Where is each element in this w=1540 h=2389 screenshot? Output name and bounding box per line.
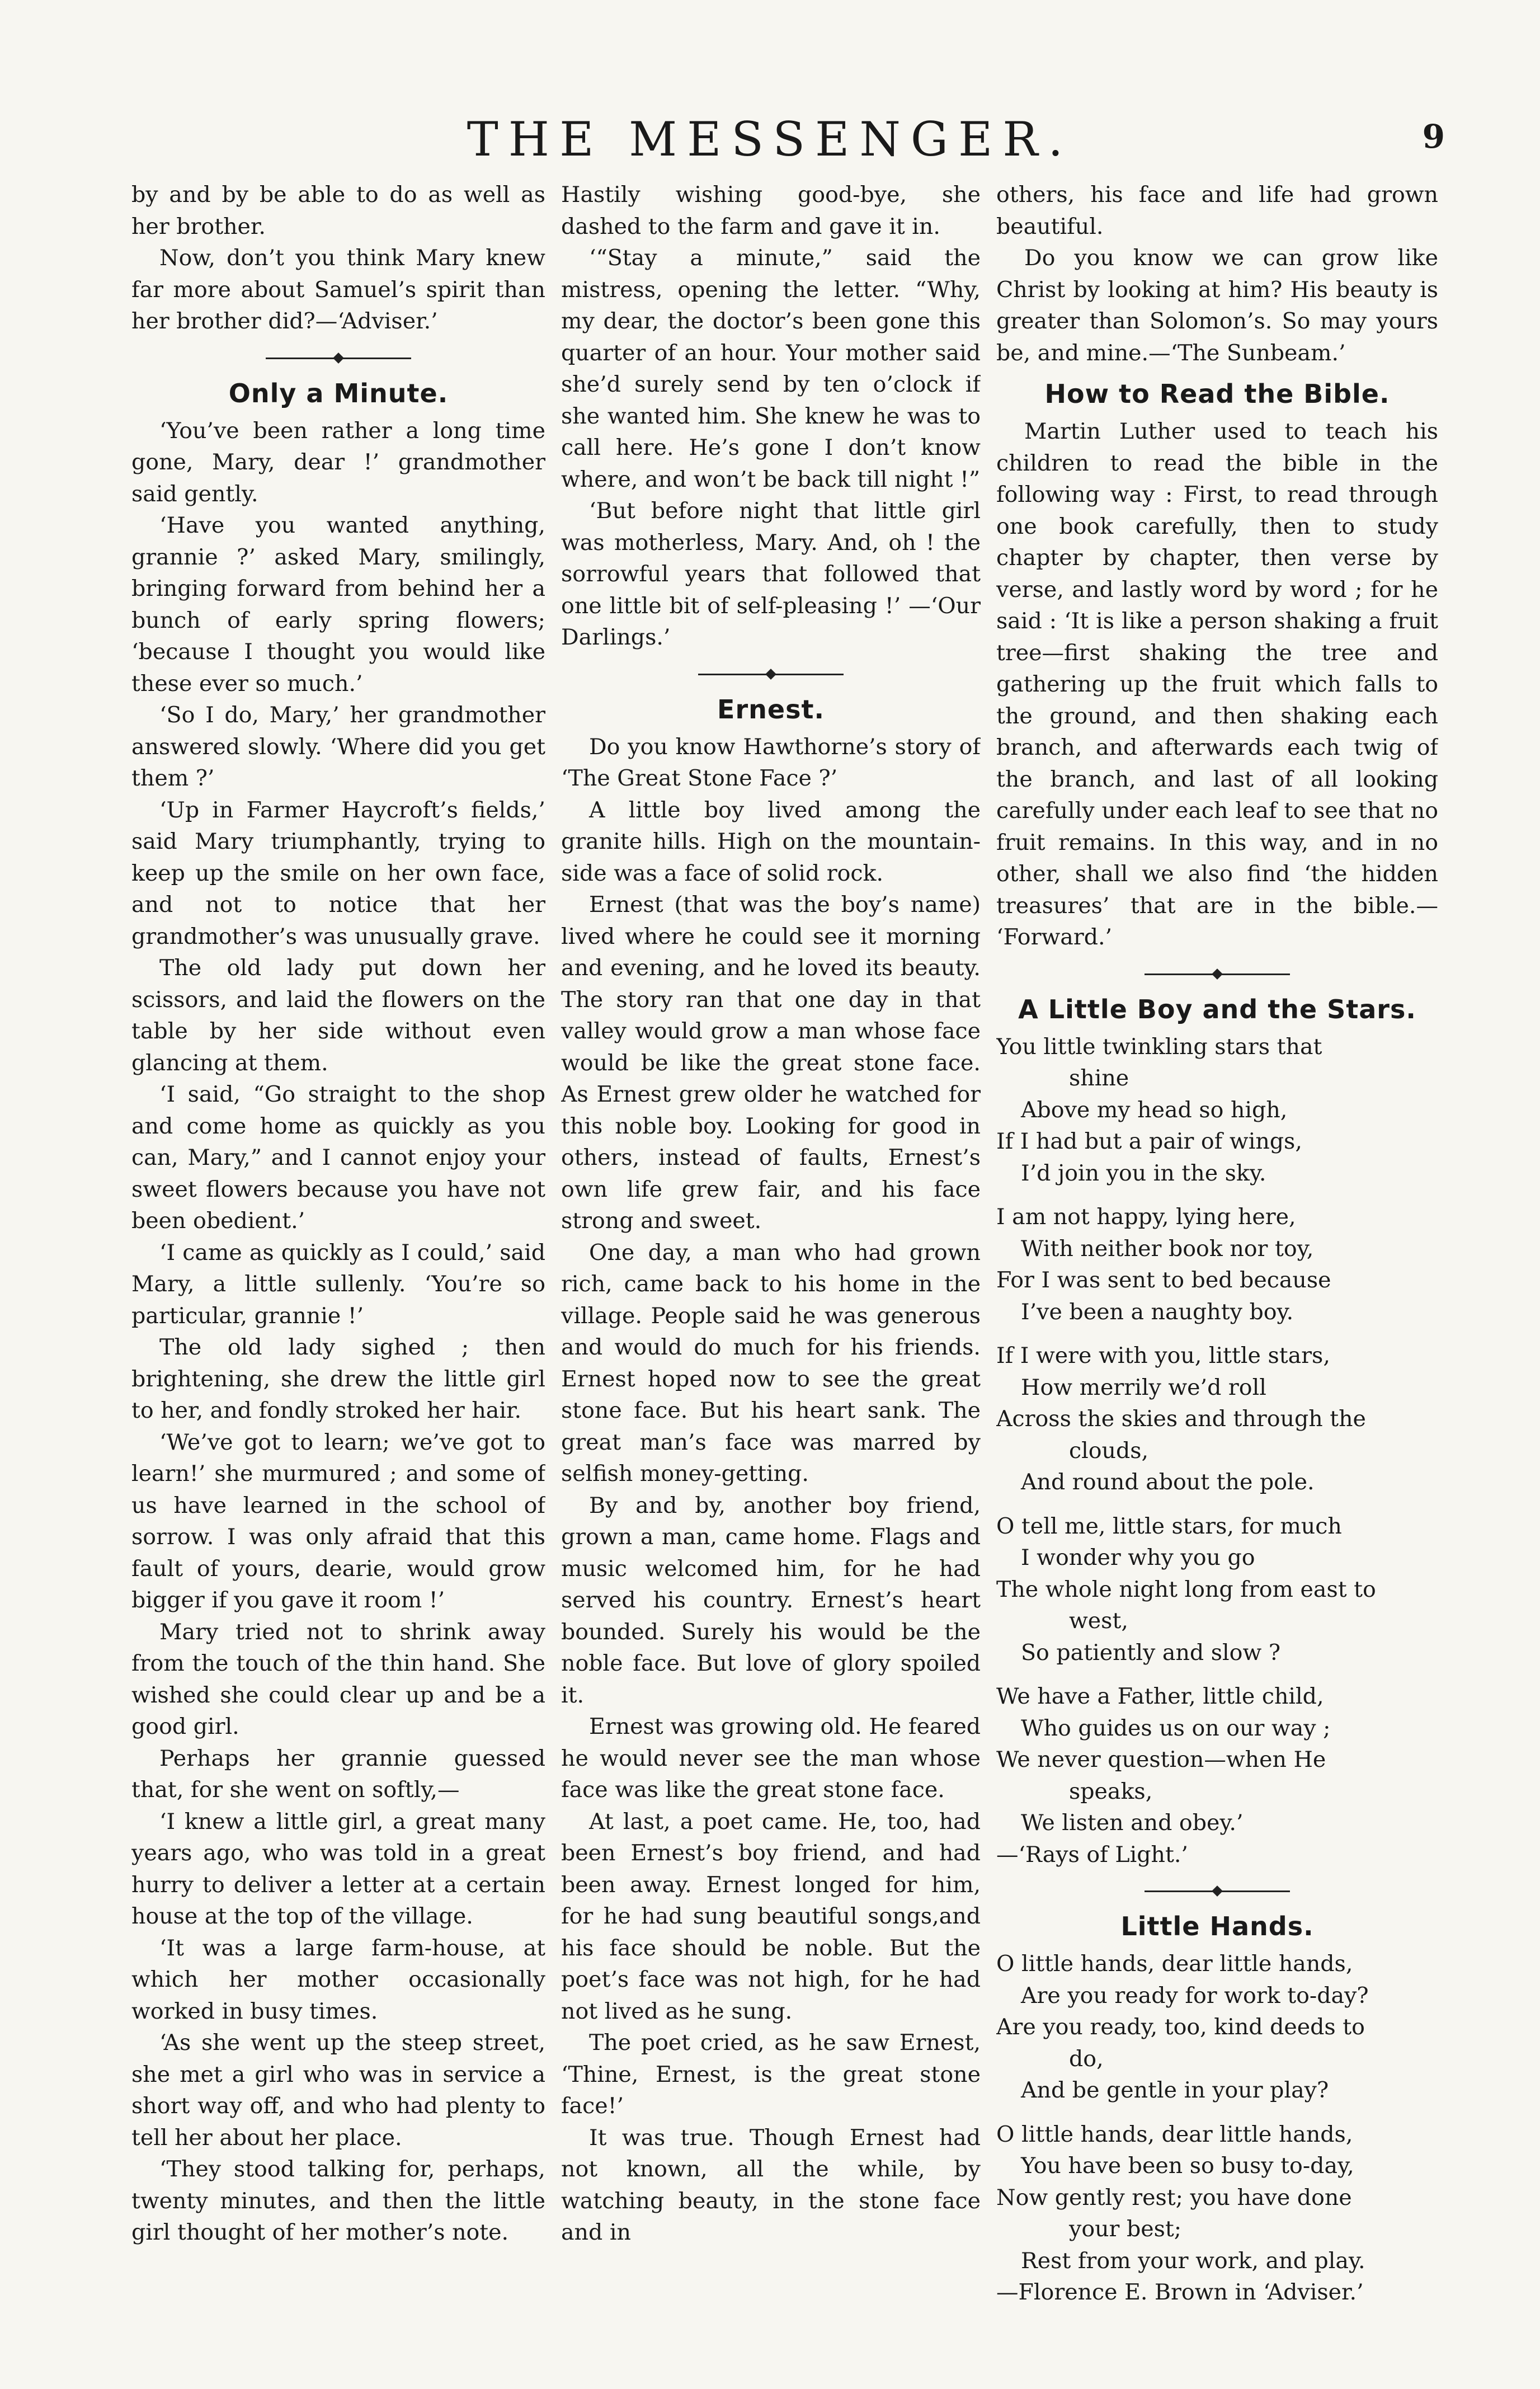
poem-line: If I had but a pair of wings, [996,1128,1302,1154]
poem-line: Are you ready for work to-day? [1021,1982,1369,2009]
heading-only-a-minute: Only a Minute. [228,378,449,408]
poem-line: We never question—when He [996,1747,1326,1772]
paragraph: ‘It was a large farm-house, at which her mother occasionally worked in busy times. [131,1935,545,2024]
paragraph: The poet cried, as he saw Ernest, ‘Thine, Ernest, is the great stone face!’ [561,2030,981,2119]
poem-line: So patiently and slow ? [1021,1639,1280,1666]
poem-line: The whole night long from east to [996,1576,1376,1602]
paragraph: A little boy lived among the granite hills. High on the mountain-side was a face of solid rock. [561,797,981,886]
poem-credit: —‘Rays of Light.’ [996,1841,1188,1868]
masthead [0,112,1540,173]
poem-line: shine [1069,1065,1129,1091]
poem-line: Rest from your work, and play. [1021,2247,1365,2274]
heading-little-hands: Little Hands. [1120,1911,1314,1941]
paragraph: By and by, another boy friend, grown a man, came home. Flags and music welcomed him, for he had served his country. Ernest’s heart bounded. Surely his would be the noble face. But love of glory spoiled it. [561,1492,981,1708]
paragraph: ‘“Stay a minute,” said the mistress, opening the letter. “Why, my dear, the doctor’s been gone this quarter of an hour. Your mother said she’d surely send by ten o’clock if she wanted him. She knew he was to call here. He’s gone I don’t know where, and won’t be back till night !” [561,245,981,492]
paragraph: by and by be able to do as well as her brother. [131,182,545,239]
poem-line: Now gently rest; you have done [996,2184,1352,2211]
publication-title: THE MESSENGER. [467,112,1073,167]
column-2 [561,179,981,2350]
poem-line: Are you ready, too, kind deeds to [996,2014,1365,2040]
poem-line: We listen and obey.’ [1021,1810,1244,1836]
paragraph: At last, a poet came. He, too, had been Ernest’s boy friend, and had been away. Ernest longed for him, for he had sung beautiful songs,and his face should be noble. But the poet’s face was not high, for he had not lived as he sung. [561,1808,981,2024]
poem-line: If I were with you, little stars, [996,1343,1330,1368]
paragraph: The old lady put down her scissors, and laid the flowers on the table by her side without even glancing at them. [131,955,545,1076]
heading-little-boy-and-stars: A Little Boy and the Stars. [1018,994,1416,1024]
poem-line: You have been so busy to-day, [1021,2153,1354,2179]
paragraph: The old lady sighed ; then brightening, she drew the little girl to her, and fondly stroked her hair. [131,1334,545,1423]
poem-line: For I was sent to bed because [996,1267,1331,1293]
paragraph: Perhaps her grannie guessed that, for she went on softly,— [131,1745,545,1803]
paragraph: ‘They stood talking for, perhaps, twenty minutes, and then the little girl thought of her mother’s note. [131,2156,545,2245]
paragraph: ‘I came as quickly as I could,’ said Mary, a little sullenly. ‘You’re so particular, grannie !’ [131,1239,545,1329]
paragraph: ‘We’ve got to learn; we’ve got to learn!’ she murmured ; and some of us have learned in the school of sorrow. I was only afraid that this fault of yours, dearie, would grow bigger if you gave it room !’ [131,1429,545,1613]
paragraph: ‘But before night that little girl was motherless, Mary. And, oh ! the sorrowful years that followed that one little bit of self-pleasing !’ —‘Our Darlings.’ [561,498,981,650]
article-columns [131,179,1438,2350]
paragraph: ‘I said, “Go straight to the shop and come home as quickly as you can, Mary,” and I cannot enjoy your sweet flowers because you have not been obedient.’ [131,1081,545,1234]
poem-stanza [996,1031,1438,1189]
poem-stanza [996,1948,1438,2106]
paragraph: ‘Have you wanted anything, grannie ?’ asked Mary, smilingly, bringing forward from behind her a bunch of early spring flowers; ‘because I thought you would like these ever so much.’ [131,512,545,697]
poem-credit: —Florence E. Brown in ‘Adviser.’ [996,2279,1364,2305]
column-1 [131,179,545,2350]
paragraph: others, his face and life had grown beautiful. [996,182,1438,239]
poem-line: clouds, [1069,1437,1149,1464]
section-divider [266,358,411,359]
paragraph: One day, a man who had grown rich, came back to his home in the village. People said he was generous and would do much for his friends. Ernest hoped now to see the great stone face. But his heart sank. The great man’s face was marred by selfish money-getting. [561,1239,981,1487]
poem-stanza [996,1340,1438,1498]
paragraph: Hastily wishing good-bye, she dashed to the farm and gave it in. [561,182,981,239]
paragraph: Do you know Hawthorne’s story of ‘The Great Stone Face ?’ [561,733,981,791]
paragraph: Martin Luther used to teach his children to read the bible in the following way : First, to read through one book carefully, then to study chapter by chapter, then verse by verse, and lastly word by word ; for he said : ‘It is like a person shaking a fruit tree—first shaking the tree and gathering up the fruit which falls to the ground, and then shaking each branch, and afterwards each twig of the branch, and last of all looking carefully under each leaf to see that no fruit remains. In this way, and in no other, shall we also find ‘the hidden treasures’ that are in the bible.— ‘Forward.’ [996,418,1438,950]
paragraph: Mary tried not to shrink away from the touch of the thin hand. She wished she could clear up and be a good girl. [131,1619,545,1739]
poem-stanza [996,2119,1438,2308]
paragraph: Do you know we can grow like Christ by looking at him? His beauty is greater than Solomon’s. So may yours be, and mine.—‘The Sunbeam.’ [996,245,1438,366]
poem-line: speaks, [1069,1778,1153,1804]
paragraph: Ernest (that was the boy’s name) lived where he could see it morning and evening, and he loved its beauty. The story ran that one day in that valley would grow a man whose face would be like the great stone face. As Ernest grew older he watched for this noble boy. Looking for good in others, instead of faults, Ernest’s own life grew fair, and his face strong and sweet. [561,892,981,1234]
poem-line: I’ve been a naughty boy. [1021,1299,1294,1325]
paragraph: Now, don’t you think Mary knew far more about Samuel’s spirit than her brother did?—‘Adviser.’ [131,245,545,334]
poem-line: I wonder why you go [1021,1545,1255,1570]
paragraph: ‘As she went up the steep street, she met a girl who was in service a short way off, and who had plenty to tell her about her place. [131,2030,545,2151]
poem-line: Across the skies and through the [996,1406,1366,1432]
poem-line: You little twinkling stars that [996,1033,1322,1060]
poem-line: Above my head so high, [1021,1097,1288,1123]
poem-line: And be gentle in your play? [1021,2077,1329,2103]
paragraph: ‘So I do, Mary,’ her grandmother answered slowly. ‘Where did you get them ?’ [131,702,545,791]
poem-line: your best; [1069,2216,1182,2242]
paragraph: Ernest was growing old. He feared he would never see the man whose face was like the great stone face. [561,1714,981,1803]
poem-line: Who guides us on our way ; [1021,1715,1331,1741]
poem-stanza [996,1681,1438,1870]
poem-line: I’d join you in the sky. [1021,1160,1266,1186]
poem-line: With neither book nor toy, [1021,1235,1314,1262]
poem-line: We have a Father, little child, [996,1683,1324,1709]
heading-ernest: Ernest. [717,694,825,725]
poem-line: And round about the pole. [1021,1469,1315,1495]
section-divider [698,674,844,675]
poem-line: west, [1069,1608,1128,1634]
paragraph: It was true. Though Ernest had not known, all the while, by watching beauty, in the stone face and in [561,2124,981,2245]
poem-line: O little hands, dear little hands, [996,1951,1353,1977]
column-3 [996,179,1438,2350]
paragraph: ‘Up in Farmer Haycroft’s fields,’ said Mary triumphantly, trying to keep up the smile on her own face, and not to notice that her grandmother’s was unusually grave. [131,797,545,949]
poem-stanza [996,1511,1438,1669]
section-divider [1145,974,1290,975]
poem-line: O little hands, dear little hands, [996,2121,1353,2147]
paragraph: ‘You’ve been rather a long time gone, Mary, dear !’ grandmother said gently. [131,417,545,507]
paragraph: ‘I knew a little girl, a great many years ago, who was told in a great hurry to deliver a letter at a certain house at the top of the village. [131,1808,545,1929]
poem-line: How merrily we’d roll [1021,1374,1266,1400]
poem-line: do, [1069,2045,1104,2072]
section-divider [1145,1890,1290,1892]
poem-line: I am not happy, lying here, [996,1204,1296,1230]
page-number: 9 [1422,117,1445,156]
poem-stanza [996,1201,1438,1328]
heading-how-to-read-the-bible: How to Read the Bible. [1044,379,1390,409]
poem-line: O tell me, little stars, for much [996,1513,1342,1539]
